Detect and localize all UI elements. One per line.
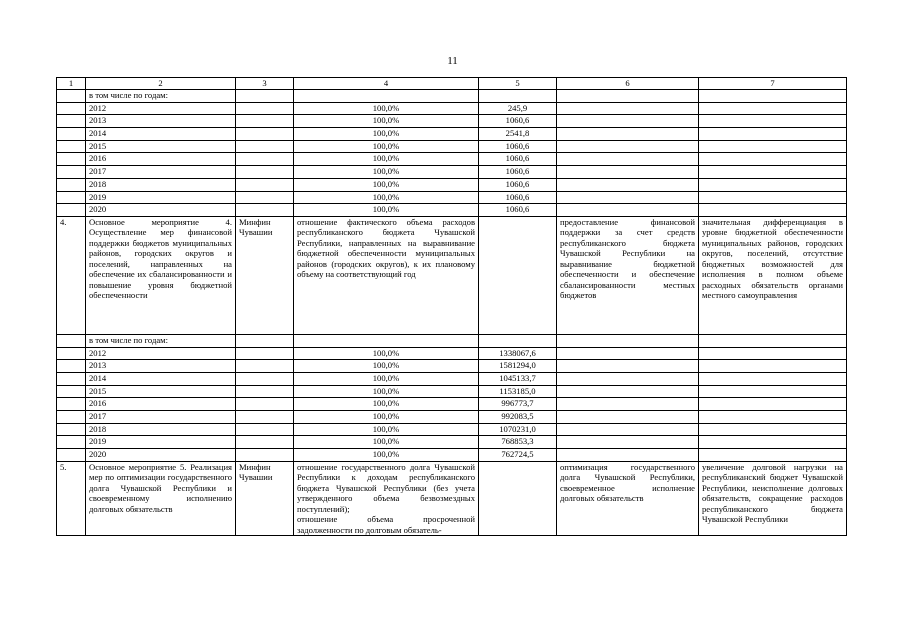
year-label: 2019 bbox=[86, 436, 236, 449]
year-row bbox=[57, 398, 847, 411]
item-number: 4. bbox=[57, 216, 86, 334]
empty-cell bbox=[57, 385, 86, 398]
empty-cell bbox=[236, 385, 294, 398]
years-label: в том числе по годам: bbox=[86, 334, 236, 347]
year-label: 2012 bbox=[86, 102, 236, 115]
header-cell: 6 bbox=[557, 78, 699, 90]
measure-description: Основное мероприятие 5. Реализация мер по оптимизации государственного долга Чувашской Республики и своевременному исполнению долговых обязательств bbox=[86, 461, 236, 536]
risk-description: значительная дифференциация в уровне бюджетной обеспеченности муниципальных районов, городских округов, поселений, отсутствие бюджетных возможностей для исполнения в полном объеме расходных обязательств органами местного самоуправления bbox=[699, 216, 847, 334]
year-share: 100,0% bbox=[294, 423, 479, 436]
empty-cell bbox=[57, 178, 86, 191]
empty-cell bbox=[557, 385, 699, 398]
empty-cell bbox=[557, 90, 699, 103]
year-share: 100,0% bbox=[294, 128, 479, 141]
empty-cell bbox=[557, 423, 699, 436]
year-label: 2016 bbox=[86, 153, 236, 166]
year-label: 2020 bbox=[86, 449, 236, 462]
year-label: 2014 bbox=[86, 372, 236, 385]
empty-cell bbox=[699, 334, 847, 347]
empty-cell bbox=[236, 360, 294, 373]
empty-cell bbox=[557, 436, 699, 449]
year-label: 2012 bbox=[86, 347, 236, 360]
empty-cell bbox=[236, 102, 294, 115]
empty-cell bbox=[557, 398, 699, 411]
program-table bbox=[56, 77, 847, 536]
empty-cell bbox=[236, 334, 294, 347]
empty-cell bbox=[557, 334, 699, 347]
year-share: 100,0% bbox=[294, 178, 479, 191]
header-cell: 4 bbox=[294, 78, 479, 90]
empty-cell bbox=[57, 90, 86, 103]
empty-cell bbox=[236, 449, 294, 462]
measure-description: Основное мероприятие 4. Осуществление мер финансовой поддержки бюджетов муниципальных районов, городских округов и поселений, направленных на обеспечение их сбалансированности и повышение уровня бюджетной обеспеченности bbox=[86, 216, 236, 334]
header-cell: 2 bbox=[86, 78, 236, 90]
year-row bbox=[57, 178, 847, 191]
years-label-row bbox=[57, 90, 847, 103]
empty-cell bbox=[479, 216, 557, 334]
header-row bbox=[57, 78, 847, 90]
item-5-row bbox=[57, 461, 847, 536]
year-label: 2020 bbox=[86, 204, 236, 217]
year-amount: 992083,5 bbox=[479, 411, 557, 424]
expected-result: оптимизация государственного долга Чувашской Республики, своевременное исполнение долговых обязательств bbox=[557, 461, 699, 536]
empty-cell bbox=[236, 191, 294, 204]
empty-cell bbox=[57, 347, 86, 360]
year-amount: 1060,6 bbox=[479, 191, 557, 204]
year-row bbox=[57, 449, 847, 462]
empty-cell bbox=[57, 372, 86, 385]
year-row bbox=[57, 436, 847, 449]
year-row bbox=[57, 385, 847, 398]
year-amount: 1338067,6 bbox=[479, 347, 557, 360]
empty-cell bbox=[699, 436, 847, 449]
empty-cell bbox=[236, 115, 294, 128]
year-label: 2018 bbox=[86, 423, 236, 436]
expected-result: предоставление финансовой поддержки за счет средств республиканского бюджета Чувашской Республики на выравнивание бюджетной обеспеченности и обеспечение сбалансированности местных бюджетов bbox=[557, 216, 699, 334]
empty-cell bbox=[557, 191, 699, 204]
risk-description: увеличение долговой нагрузки на республиканский бюджет Чувашской Республики, неисполнение долговых обязательств, сокращение расходов республиканского бюджета Чувашской Республики bbox=[699, 461, 847, 536]
year-share: 100,0% bbox=[294, 436, 479, 449]
empty-cell bbox=[699, 385, 847, 398]
page-number: 11 bbox=[447, 55, 458, 67]
year-amount: 1070231,0 bbox=[479, 423, 557, 436]
empty-cell bbox=[236, 204, 294, 217]
year-row bbox=[57, 102, 847, 115]
years-label: в том числе по годам: bbox=[86, 90, 236, 103]
empty-cell bbox=[557, 166, 699, 179]
empty-cell bbox=[699, 153, 847, 166]
year-row bbox=[57, 423, 847, 436]
empty-cell bbox=[236, 166, 294, 179]
indicator-text-2: отношение объема просроченной задолженности по долговым обязатель- bbox=[297, 514, 475, 535]
year-label: 2019 bbox=[86, 191, 236, 204]
year-label: 2013 bbox=[86, 115, 236, 128]
empty-cell bbox=[557, 128, 699, 141]
year-share: 100,0% bbox=[294, 140, 479, 153]
year-share: 100,0% bbox=[294, 385, 479, 398]
year-amount: 1060,6 bbox=[479, 166, 557, 179]
header-cell: 5 bbox=[479, 78, 557, 90]
year-amount: 996773,7 bbox=[479, 398, 557, 411]
empty-cell bbox=[57, 334, 86, 347]
year-row bbox=[57, 411, 847, 424]
empty-cell bbox=[557, 347, 699, 360]
year-row bbox=[57, 204, 847, 217]
empty-cell bbox=[699, 178, 847, 191]
year-share: 100,0% bbox=[294, 372, 479, 385]
year-row bbox=[57, 360, 847, 373]
year-row bbox=[57, 153, 847, 166]
empty-cell bbox=[699, 166, 847, 179]
year-share: 100,0% bbox=[294, 398, 479, 411]
year-label: 2015 bbox=[86, 385, 236, 398]
empty-cell bbox=[699, 347, 847, 360]
empty-cell bbox=[57, 102, 86, 115]
empty-cell bbox=[557, 449, 699, 462]
empty-cell bbox=[236, 423, 294, 436]
year-label: 2017 bbox=[86, 166, 236, 179]
empty-cell bbox=[557, 178, 699, 191]
empty-cell bbox=[699, 372, 847, 385]
year-label: 2016 bbox=[86, 398, 236, 411]
empty-cell bbox=[699, 128, 847, 141]
year-share: 100,0% bbox=[294, 449, 479, 462]
empty-cell bbox=[557, 115, 699, 128]
empty-cell bbox=[699, 411, 847, 424]
empty-cell bbox=[236, 153, 294, 166]
empty-cell bbox=[57, 411, 86, 424]
empty-cell bbox=[699, 115, 847, 128]
year-share: 100,0% bbox=[294, 204, 479, 217]
year-share: 100,0% bbox=[294, 191, 479, 204]
empty-cell bbox=[479, 90, 557, 103]
indicator-text-1: отношение государственного долга Чувашской Республики к доходам республиканского бюджета Чувашской Республики (без учета утвержденного объема безвозмездных поступлений); bbox=[297, 461, 475, 514]
year-amount: 1045133,7 bbox=[479, 372, 557, 385]
year-amount: 1060,6 bbox=[479, 178, 557, 191]
indicator-description: отношение фактического объема расходов республиканского бюджета Чувашской Республики, направленных на выравнивание бюджетной обеспеченности муниципальных районов (городских округов), к их плановому объему на соответствующий год bbox=[294, 216, 479, 334]
item-4-row bbox=[57, 216, 847, 334]
header-cell: 3 bbox=[236, 78, 294, 90]
year-amount: 2541,8 bbox=[479, 128, 557, 141]
empty-cell bbox=[699, 102, 847, 115]
year-row bbox=[57, 115, 847, 128]
empty-cell bbox=[57, 449, 86, 462]
empty-cell bbox=[57, 436, 86, 449]
year-amount: 762724,5 bbox=[479, 449, 557, 462]
year-share: 100,0% bbox=[294, 153, 479, 166]
empty-cell bbox=[699, 140, 847, 153]
empty-cell bbox=[557, 140, 699, 153]
executor: Минфин Чувашии bbox=[236, 216, 294, 334]
header-cell: 7 bbox=[699, 78, 847, 90]
empty-cell bbox=[294, 334, 479, 347]
empty-cell bbox=[479, 461, 557, 536]
empty-cell bbox=[57, 166, 86, 179]
empty-cell bbox=[57, 204, 86, 217]
year-share: 100,0% bbox=[294, 360, 479, 373]
year-label: 2014 bbox=[86, 128, 236, 141]
year-row bbox=[57, 166, 847, 179]
empty-cell bbox=[236, 140, 294, 153]
empty-cell bbox=[699, 398, 847, 411]
empty-cell bbox=[699, 191, 847, 204]
empty-cell bbox=[557, 102, 699, 115]
empty-cell bbox=[294, 90, 479, 103]
empty-cell bbox=[57, 398, 86, 411]
year-row bbox=[57, 128, 847, 141]
year-label: 2018 bbox=[86, 178, 236, 191]
year-row bbox=[57, 372, 847, 385]
year-amount: 1153185,0 bbox=[479, 385, 557, 398]
empty-cell bbox=[57, 128, 86, 141]
year-amount: 1060,6 bbox=[479, 153, 557, 166]
empty-cell bbox=[236, 411, 294, 424]
year-share: 100,0% bbox=[294, 115, 479, 128]
executor: Минфин Чувашии bbox=[236, 461, 294, 536]
years-label-row bbox=[57, 334, 847, 347]
year-row bbox=[57, 347, 847, 360]
empty-cell bbox=[699, 90, 847, 103]
year-label: 2013 bbox=[86, 360, 236, 373]
empty-cell bbox=[57, 360, 86, 373]
empty-cell bbox=[236, 90, 294, 103]
year-row bbox=[57, 140, 847, 153]
empty-cell bbox=[479, 334, 557, 347]
empty-cell bbox=[236, 178, 294, 191]
year-share: 100,0% bbox=[294, 102, 479, 115]
empty-cell bbox=[236, 398, 294, 411]
header-cell: 1 bbox=[57, 78, 86, 90]
empty-cell bbox=[557, 411, 699, 424]
empty-cell bbox=[699, 360, 847, 373]
year-row bbox=[57, 191, 847, 204]
empty-cell bbox=[699, 204, 847, 217]
year-amount: 768853,3 bbox=[479, 436, 557, 449]
indicator-description bbox=[294, 461, 479, 536]
empty-cell bbox=[699, 449, 847, 462]
empty-cell bbox=[557, 153, 699, 166]
empty-cell bbox=[57, 191, 86, 204]
empty-cell bbox=[557, 204, 699, 217]
empty-cell bbox=[557, 360, 699, 373]
empty-cell bbox=[57, 115, 86, 128]
year-share: 100,0% bbox=[294, 347, 479, 360]
empty-cell bbox=[236, 128, 294, 141]
year-amount: 1060,6 bbox=[479, 115, 557, 128]
year-share: 100,0% bbox=[294, 411, 479, 424]
empty-cell bbox=[236, 436, 294, 449]
year-label: 2017 bbox=[86, 411, 236, 424]
item-number: 5. bbox=[57, 461, 86, 536]
year-amount: 245,9 bbox=[479, 102, 557, 115]
year-label: 2015 bbox=[86, 140, 236, 153]
empty-cell bbox=[236, 347, 294, 360]
year-amount: 1581294,0 bbox=[479, 360, 557, 373]
empty-cell bbox=[557, 372, 699, 385]
empty-cell bbox=[236, 372, 294, 385]
year-amount: 1060,6 bbox=[479, 204, 557, 217]
empty-cell bbox=[699, 423, 847, 436]
empty-cell bbox=[57, 423, 86, 436]
year-share: 100,0% bbox=[294, 166, 479, 179]
empty-cell bbox=[57, 140, 86, 153]
year-amount: 1060,6 bbox=[479, 140, 557, 153]
empty-cell bbox=[57, 153, 86, 166]
